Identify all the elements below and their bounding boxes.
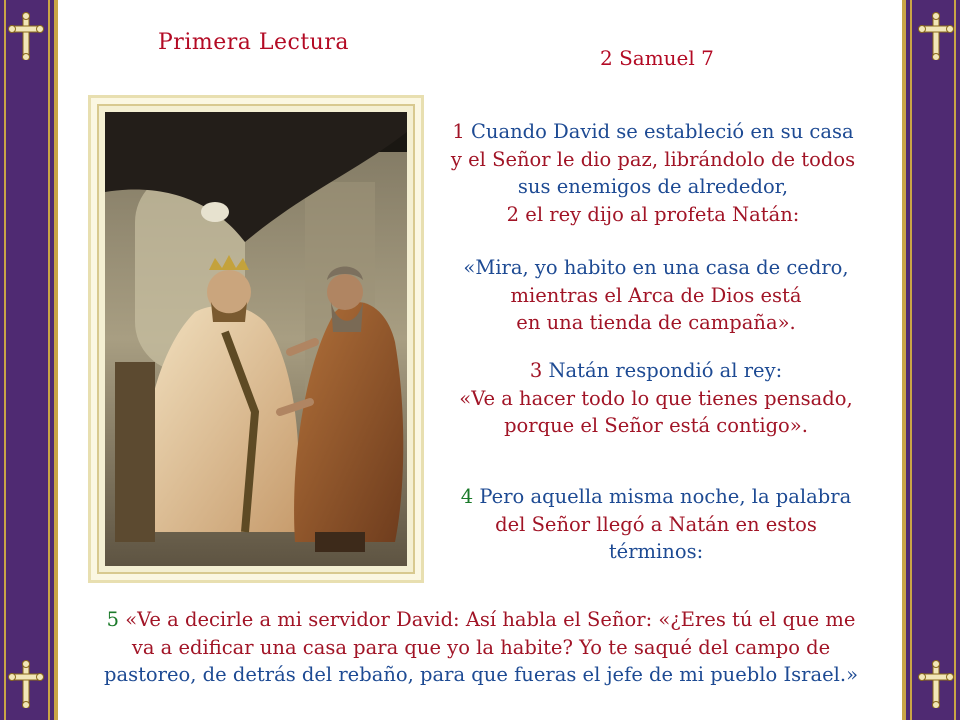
verse-line: del Señor llegó a Natán en estos (495, 512, 817, 536)
verse-number: 4 (460, 485, 474, 508)
left-border-band (0, 0, 58, 720)
reference-book: 2 Samuel (600, 46, 695, 70)
verse-line: pastoreo, de detrás del rebaño, para que fueras el jefe de mi pueblo Israel.» (103, 663, 859, 686)
verse-line: términos: (608, 540, 704, 563)
quote-1 (426, 254, 886, 337)
verse-line: el rey dijo al profeta Natán: (525, 202, 800, 226)
verse-line: y el Señor le dio paz, librándolo de todos (450, 147, 856, 171)
verse-1-2 (418, 118, 888, 228)
reference-chapter: 7 (701, 46, 714, 70)
painting-frame (88, 95, 424, 583)
verse-line: Natán respondió al rey: (548, 359, 783, 382)
page-title: Primera Lectura (158, 30, 349, 55)
verse-line: «Ve a decirle a mi servidor David: Así habla el Señor: «¿Eres tú el que me (125, 608, 856, 631)
verse-number: 3 (529, 359, 543, 382)
verse-3 (426, 357, 886, 440)
verse-line: sus enemigos de alrededor, (517, 175, 789, 198)
verse-number: 2 (506, 202, 520, 226)
verse-line: mientras el Arca de Dios está (510, 283, 802, 307)
slide-content (58, 0, 902, 720)
cross-icon (916, 12, 956, 60)
cross-icon (916, 660, 956, 708)
verse-number: 5 (106, 608, 119, 631)
cross-icon (6, 660, 46, 708)
verse-line: va a edificar una casa para que yo la habite? Yo te saqué del campo de (131, 635, 831, 659)
verse-line: «Ve a hacer todo lo que tienes pensado, (459, 386, 853, 410)
verse-line: porque el Señor está contigo». (504, 414, 808, 437)
painting-icon (105, 112, 407, 566)
scripture-reference (600, 46, 714, 70)
verse-line: Pero aquella misma noche, la palabra (479, 485, 852, 508)
cross-icon (6, 12, 46, 60)
verse-5 (88, 606, 874, 689)
verse-line: Cuando David se estableció en su casa (470, 120, 854, 143)
verse-number: 1 (452, 120, 465, 143)
verse-4 (426, 483, 886, 566)
painting-illustration (105, 112, 407, 566)
verse-line: en una tienda de campaña». (516, 311, 796, 334)
right-border-band (902, 0, 960, 720)
verse-line: «Mira, yo habito en una casa de cedro, (463, 256, 849, 279)
